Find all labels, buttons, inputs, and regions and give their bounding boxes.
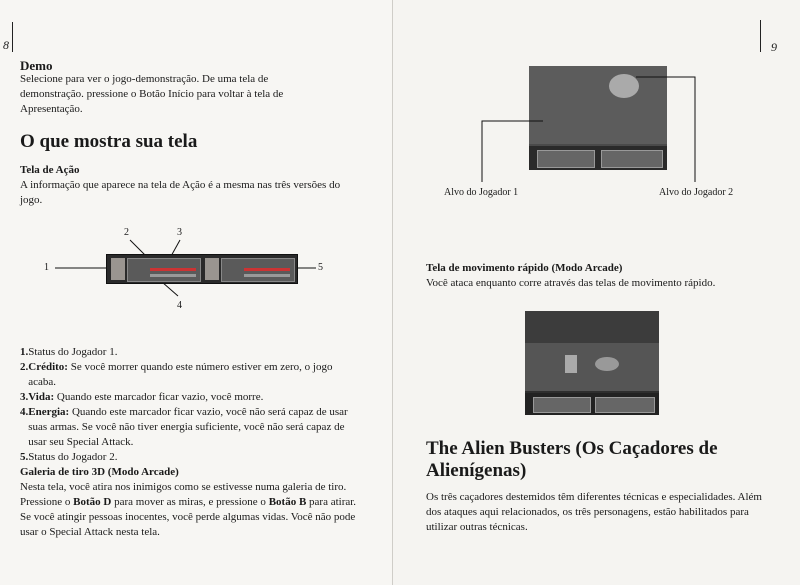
player1-energy-bar (150, 274, 196, 277)
player2-status (221, 258, 295, 282)
player1-portrait (111, 258, 125, 280)
alien-busters-body: Os três caçadores destemidos têm diferentes técnicas e especialidades. Além dos ataques aqui relacionados, os três personagens, estão habilitados para utilizar outras técnicas. (426, 491, 762, 533)
player1-status (127, 258, 201, 282)
right-page (393, 0, 800, 585)
player2-life-bar (244, 268, 290, 271)
left-page (0, 0, 393, 585)
target-p1-label: Alvo do Jogador 1 (444, 187, 519, 198)
status-list (20, 345, 360, 465)
target-callout-lines (393, 0, 800, 200)
alien-busters-title: The Alien Busters (Os Caçadores de Alienígenas) (426, 438, 718, 481)
fast-move-screenshot (525, 311, 659, 415)
demo-body: Selecione para ver o jogo-demonstração. De uma tela de demonstração. pressione o Botão Início para voltar à tela de Apresentação. (20, 73, 284, 115)
list-item: 2. Crédito: Se você morrer quando este número estiver em zero, o jogo acaba. (20, 361, 333, 388)
hud-bar (106, 254, 298, 284)
fast-move-title: Tela de movimento rápido (Modo Arcade) (426, 262, 623, 274)
player1-life-bar (150, 268, 196, 271)
gallery-body: Nesta tela, você atira nos inimigos como se estivesse numa galeria de tiro. Pressione o Botão D para mover as miras, e pressione o Botão B para atirar. Se você atingir pessoas inocentes, você perde algumas vidas. Você não pode usar o Special Attack nesta tela. (20, 481, 357, 538)
demo-title: Demo (20, 58, 53, 73)
list-item: 1. Status do Jogador 1. (20, 346, 118, 358)
callout-label-3: 3 (177, 227, 182, 238)
fast-move-body: Você ataca enquanto corre através das telas de movimento rápido. (426, 277, 716, 289)
page-number: 9 (771, 40, 777, 54)
callout-label-4: 4 (177, 300, 182, 311)
player2-portrait (205, 258, 219, 280)
gallery-title: Galeria de tiro 3D (Modo Arcade) (20, 466, 179, 478)
player2-energy-bar (244, 274, 290, 277)
action-screen-body: A informação que aparece na tela de Ação é a mesma nas três versões do jogo. (20, 179, 341, 206)
list-item: 5. Status do Jogador 2. (20, 451, 118, 463)
list-item: 4. Energia: Quando este marcador ficar vazio, você não será capaz de usar suas armas. Se você não tiver energia suficiente, você não será capaz de usar seu Special Attack. (20, 406, 348, 448)
callout-label-2: 2 (124, 227, 129, 238)
target-p2-label: Alvo do Jogador 2 (659, 187, 734, 198)
list-item: 3. Vida: Quando este marcador ficar vazio, você morre. (20, 391, 264, 403)
callout-label-1: 1 (44, 262, 49, 273)
action-screen-title: Tela de Ação (20, 164, 80, 176)
callout-label-5: 5 (318, 262, 323, 273)
page-number: 8 (3, 38, 9, 52)
section-title: O que mostra sua tela (20, 131, 198, 152)
